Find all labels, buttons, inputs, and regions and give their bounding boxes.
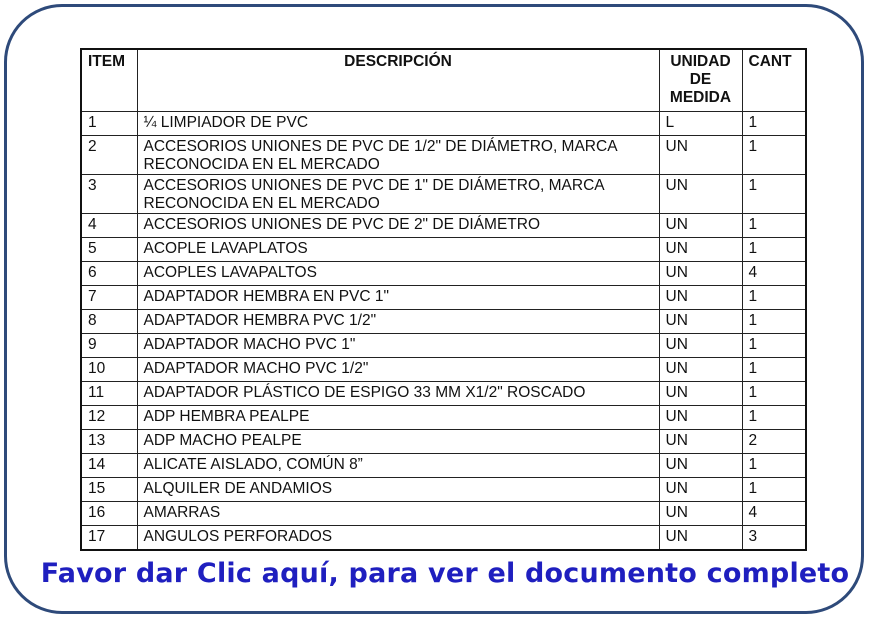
table-row xyxy=(81,136,806,175)
cell-cant: 1 xyxy=(742,112,806,136)
header-unidad: UNIDAD DE MEDIDA xyxy=(659,49,742,112)
cell-cant: 4 xyxy=(742,502,806,526)
cell-descripcion: ADAPTADOR PLÁSTICO DE ESPIGO 33 MM X1/2" ROSCADO xyxy=(137,382,659,406)
cell-cant: 1 xyxy=(742,286,806,310)
table-row xyxy=(81,430,806,454)
table-row xyxy=(81,478,806,502)
header-cant: CANT xyxy=(742,49,806,112)
items-table xyxy=(80,48,807,551)
cell-descripcion: ALICATE AISLADO, COMÚN 8” xyxy=(137,454,659,478)
cell-unidad: UN xyxy=(659,502,742,526)
table-row xyxy=(81,454,806,478)
cell-descripcion: ADAPTADOR HEMBRA PVC 1/2" xyxy=(137,310,659,334)
cell-cant: 1 xyxy=(742,454,806,478)
cell-descripcion: ALQUILER DE ANDAMIOS xyxy=(137,478,659,502)
table-header-row xyxy=(81,49,806,112)
table-row xyxy=(81,382,806,406)
cell-item: 13 xyxy=(81,430,137,454)
cell-item: 1 xyxy=(81,112,137,136)
table-row xyxy=(81,238,806,262)
cell-unidad: L xyxy=(659,112,742,136)
cell-item: 12 xyxy=(81,406,137,430)
cell-descripcion: ACOPLE LAVAPLATOS xyxy=(137,238,659,262)
table-row xyxy=(81,310,806,334)
table-row xyxy=(81,334,806,358)
cell-unidad: UN xyxy=(659,214,742,238)
view-full-document-link[interactable]: Favor dar Clic aquí, para ver el documento completo xyxy=(40,558,850,589)
cell-unidad: UN xyxy=(659,175,742,214)
cell-item: 9 xyxy=(81,334,137,358)
cell-item: 16 xyxy=(81,502,137,526)
cell-descripcion: ADAPTADOR MACHO PVC 1/2" xyxy=(137,358,659,382)
header-descripcion: DESCRIPCIÓN xyxy=(137,49,659,112)
cell-descripcion: AMARRAS xyxy=(137,502,659,526)
cell-unidad: UN xyxy=(659,454,742,478)
cell-item: 2 xyxy=(81,136,137,175)
cell-item: 6 xyxy=(81,262,137,286)
cell-item: 10 xyxy=(81,358,137,382)
cell-item: 7 xyxy=(81,286,137,310)
cell-descripcion: ADP MACHO PEALPE xyxy=(137,430,659,454)
cell-unidad: UN xyxy=(659,262,742,286)
cell-cant: 2 xyxy=(742,430,806,454)
cell-item: 14 xyxy=(81,454,137,478)
table-row xyxy=(81,286,806,310)
cell-item: 17 xyxy=(81,526,137,551)
cell-cant: 1 xyxy=(742,382,806,406)
table-row xyxy=(81,262,806,286)
table-row xyxy=(81,406,806,430)
table-row xyxy=(81,214,806,238)
cell-descripcion: ADAPTADOR HEMBRA EN PVC 1" xyxy=(137,286,659,310)
cell-cant: 1 xyxy=(742,175,806,214)
cell-unidad: UN xyxy=(659,238,742,262)
cell-unidad: UN xyxy=(659,382,742,406)
cell-item: 8 xyxy=(81,310,137,334)
cell-unidad: UN xyxy=(659,358,742,382)
cell-cant: 1 xyxy=(742,214,806,238)
cell-item: 3 xyxy=(81,175,137,214)
cell-descripcion: ACCESORIOS UNIONES DE PVC DE 1/2" DE DIÁMETRO, MARCA RECONOCIDA EN EL MERCADO xyxy=(137,136,659,175)
cell-item: 15 xyxy=(81,478,137,502)
cell-cant: 1 xyxy=(742,406,806,430)
cell-descripcion: ACOPLES LAVAPALTOS xyxy=(137,262,659,286)
cell-cant: 1 xyxy=(742,478,806,502)
table-row xyxy=(81,526,806,551)
cell-descripcion: ADAPTADOR MACHO PVC 1" xyxy=(137,334,659,358)
cell-unidad: UN xyxy=(659,430,742,454)
cell-descripcion: ¼ LIMPIADOR DE PVC xyxy=(137,112,659,136)
cell-cant: 4 xyxy=(742,262,806,286)
table-row xyxy=(81,175,806,214)
cell-unidad: UN xyxy=(659,406,742,430)
cell-item: 4 xyxy=(81,214,137,238)
cell-cant: 1 xyxy=(742,136,806,175)
cell-cant: 1 xyxy=(742,238,806,262)
table-row xyxy=(81,358,806,382)
cell-unidad: UN xyxy=(659,478,742,502)
cell-descripcion: ANGULOS PERFORADOS xyxy=(137,526,659,551)
cell-unidad: UN xyxy=(659,286,742,310)
cell-cant: 3 xyxy=(742,526,806,551)
cell-cant: 1 xyxy=(742,358,806,382)
cell-unidad: UN xyxy=(659,310,742,334)
cell-item: 11 xyxy=(81,382,137,406)
table-row xyxy=(81,502,806,526)
cell-descripcion: ADP HEMBRA PEALPE xyxy=(137,406,659,430)
cell-unidad: UN xyxy=(659,136,742,175)
cell-descripcion: ACCESORIOS UNIONES DE PVC DE 2" DE DIÁMETRO xyxy=(137,214,659,238)
cell-unidad: UN xyxy=(659,526,742,551)
cell-cant: 1 xyxy=(742,334,806,358)
cell-unidad: UN xyxy=(659,334,742,358)
cell-item: 5 xyxy=(81,238,137,262)
cell-cant: 1 xyxy=(742,310,806,334)
cell-descripcion: ACCESORIOS UNIONES DE PVC DE 1" DE DIÁMETRO, MARCA RECONOCIDA EN EL MERCADO xyxy=(137,175,659,214)
header-item: ITEM xyxy=(81,49,137,112)
table-row xyxy=(81,112,806,136)
